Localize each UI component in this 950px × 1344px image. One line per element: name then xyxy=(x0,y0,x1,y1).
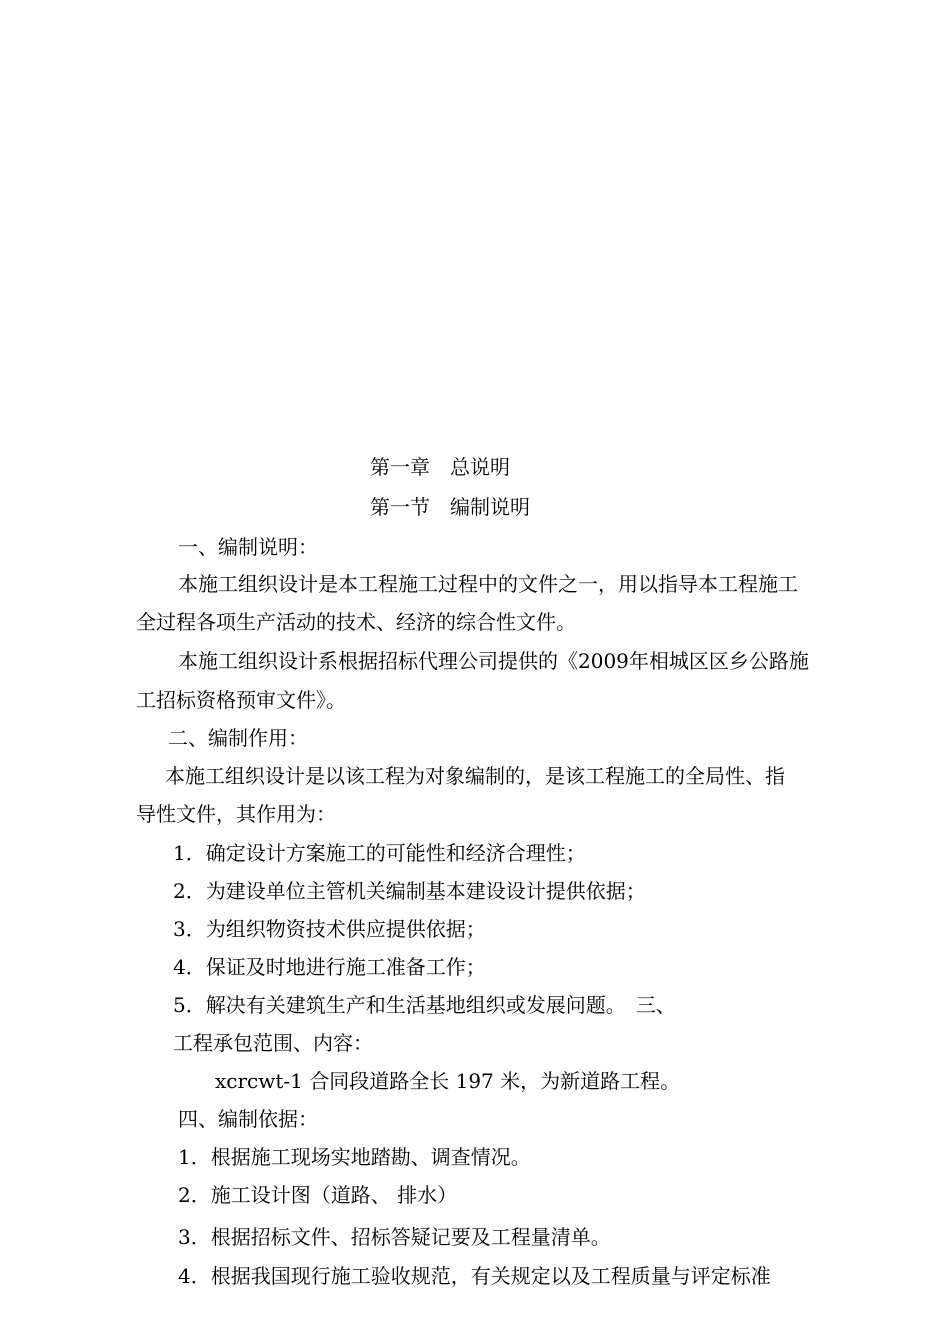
section-title: 第一节 编制说明 xyxy=(370,495,530,519)
list-item: 2．施工设计图（道路、 排水） xyxy=(178,1183,458,1207)
paragraph-line: 导性文件，其作用为： xyxy=(136,802,336,826)
chapter-title: 第一章 总说明 xyxy=(370,455,510,479)
paragraph-line: 本施工组织设计是本工程施工过程中的文件之一，用以指导本工程施工 xyxy=(178,572,798,596)
list-item: 2．为建设单位主管机关编制基本建设设计提供依据； xyxy=(173,879,646,903)
subsection-heading-2: 二、编制作用： xyxy=(168,726,308,750)
list-item: 4．保证及时地进行施工准备工作； xyxy=(173,955,486,979)
subsection-heading-1: 一、编制说明： xyxy=(178,535,318,559)
paragraph-line: 全过程各项生产活动的技术、经济的综合性文件。 xyxy=(136,610,576,634)
paragraph-line: 本施工组织设计是以该工程为对象编制的，是该工程施工的全局性、指 xyxy=(165,764,785,788)
list-item: 5．解决有关建筑生产和生活基地组织或发展问题。 三、 xyxy=(173,993,676,1017)
paragraph-line: xcrcwt-1 合同段道路全长 197 米，为新道路工程。 xyxy=(215,1069,681,1093)
list-item: 3．根据招标文件、招标答疑记要及工程量清单。 xyxy=(178,1225,611,1249)
list-item: 1．确定设计方案施工的可能性和经济合理性； xyxy=(173,841,586,865)
list-item: 4．根据我国现行施工验收规范，有关规定以及工程质量与评定标准 xyxy=(178,1264,771,1288)
list-item: 3．为组织物资技术供应提供依据； xyxy=(173,917,486,941)
paragraph-line: 工招标资格预审文件》。 xyxy=(136,688,346,712)
paragraph-line: 本施工组织设计系根据招标代理公司提供的《2009年相城区区乡公路施 xyxy=(178,649,809,673)
subsection-heading-3: 工程承包范围、内容： xyxy=(173,1031,373,1055)
list-item: 1．根据施工现场实地踏勘、调查情况。 xyxy=(178,1145,531,1169)
subsection-heading-4: 四、编制依据： xyxy=(178,1107,318,1131)
